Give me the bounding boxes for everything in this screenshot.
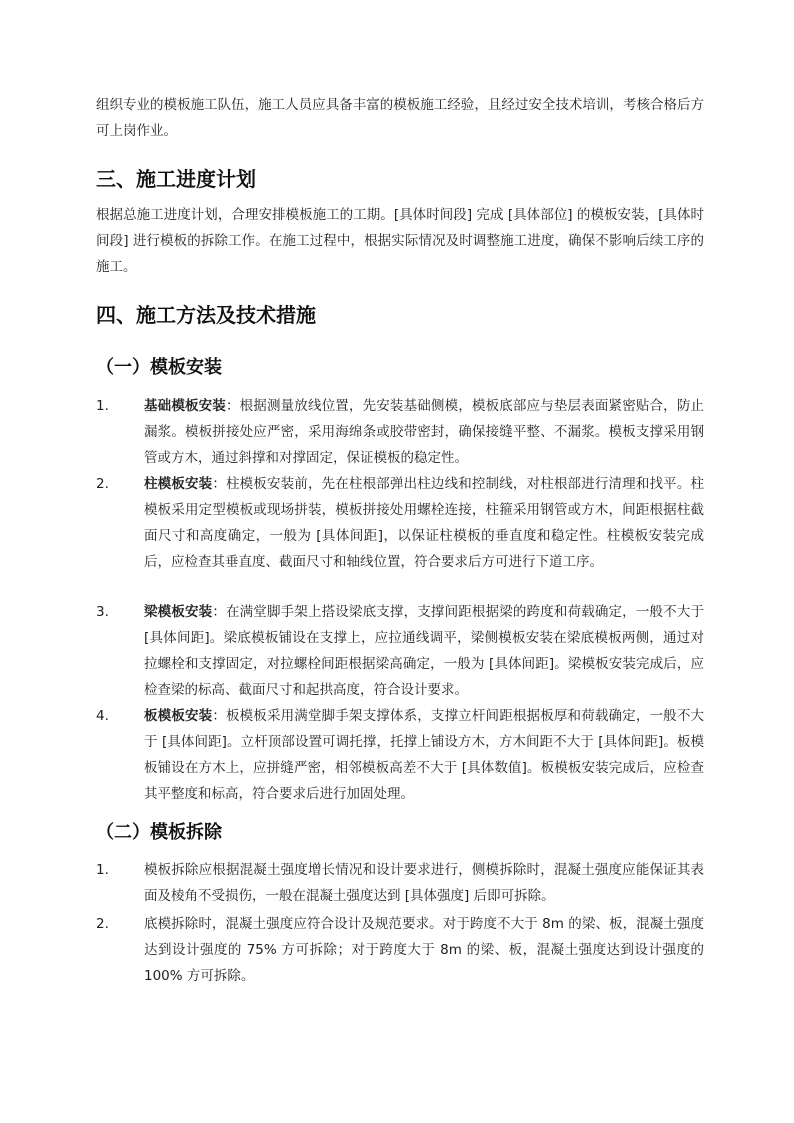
list-item-text: ：板模板采用满堂脚手架支撑体系，支撑立杆间距根据板厚和荷载确定，一般不大于 [具体间距]。立杆顶部设置可调托撑，托撑上铺设方木，方木间距不大于 [具体间距]。板模板铺设在方木上，应拼缝严密，相邻模板高差不大于 [具体数值]。板模板安装完成后，应检查其平整度和标高，符合要求后进行加固处理。 bbox=[144, 708, 704, 802]
list-item-lead: 板模板安装 bbox=[144, 708, 213, 724]
list-item-number: 1. bbox=[96, 862, 109, 878]
list-item bbox=[96, 857, 704, 909]
section-4-heading: 四、施工方法及技术措施 bbox=[96, 303, 316, 327]
list-item bbox=[96, 703, 704, 807]
list-item-number: 2. bbox=[96, 476, 109, 492]
list-item-text: 底模拆除时，混凝土强度应符合设计及规范要求。对于跨度不大于 8m 的梁、板，混凝土强度达到设计强度的 75% 方可拆除；对于跨度大于 8m 的梁、板，混凝土强度达到设计强度的 100% 方可拆除。 bbox=[144, 916, 704, 984]
list-item-number: 1. bbox=[96, 398, 109, 414]
list-item bbox=[96, 599, 704, 703]
list-item-number: 4. bbox=[96, 708, 109, 724]
list-item bbox=[96, 393, 704, 471]
subsection-1-heading: （一）模板安装 bbox=[96, 357, 222, 378]
list-item-lead: 基础模板安装 bbox=[144, 398, 226, 414]
list-item-lead: 梁模板安装 bbox=[144, 604, 213, 620]
list-item-text: ：在满堂脚手架上搭设梁底支撑，支撑间距根据梁的跨度和荷载确定，一般不大于 [具体间距]。梁底模板铺设在支撑上，应拉通线调平，梁侧模板安装在梁底模板两侧，通过对拉螺栓和支撑固定，对拉螺栓间距根据梁高确定，一般为 [具体间距]。梁模板安装完成后，应检查梁的标高、截面尺寸和起拱高度，符合设计要求。 bbox=[144, 604, 704, 698]
list-item-lead: 柱模板安装 bbox=[144, 476, 213, 492]
subsection-2-heading: （二）模板拆除 bbox=[96, 822, 222, 843]
list-item-number: 2. bbox=[96, 916, 109, 932]
list-item-text: 模板拆除应根据混凝土强度增长情况和设计要求进行，侧模拆除时，混凝土强度应能保证其表面及棱角不受损伤，一般在混凝土强度达到 [具体强度] 后即可拆除。 bbox=[144, 862, 704, 904]
list-item-text: ：柱模板安装前，先在柱根部弹出柱边线和控制线，对柱根部进行清理和找平。柱模板采用定型模板或现场拼装，模板拼接处用螺栓连接，柱箍采用钢管或方木，间距根据柱截面尺寸和高度确定，一般为 [具体间距]，以保证柱模板的垂直度和稳定性。柱模板安装完成后，应检查其垂直度、截面尺寸和轴线位置，符合要求后方可进行下道工序。 bbox=[144, 476, 704, 570]
intro-paragraph: 组织专业的模板施工队伍，施工人员应具备丰富的模板施工经验，且经过安全技术培训，考核合格后方可上岗作业。 bbox=[96, 97, 704, 139]
list-item-number: 3. bbox=[96, 604, 109, 620]
list-item-text: ：根据测量放线位置，先安装基础侧模，模板底部应与垫层表面紧密贴合，防止漏浆。模板拼接处应严密，采用海绵条或胶带密封，确保接缝平整、不漏浆。模板支撑采用钢管或方木，通过斜撑和对撑固定，保证模板的稳定性。 bbox=[144, 398, 705, 466]
list-item bbox=[96, 471, 704, 575]
section-3-heading: 三、施工进度计划 bbox=[96, 167, 256, 191]
section-3-paragraph: 根据总施工进度计划，合理安排模板施工的工期。[具体时间段] 完成 [具体部位] 的模板安装，[具体时间段] 进行模板的拆除工作。在施工过程中，根据实际情况及时调整施工进度，确保不影响后续工序的施工。 bbox=[96, 207, 704, 275]
list-item bbox=[96, 911, 704, 989]
